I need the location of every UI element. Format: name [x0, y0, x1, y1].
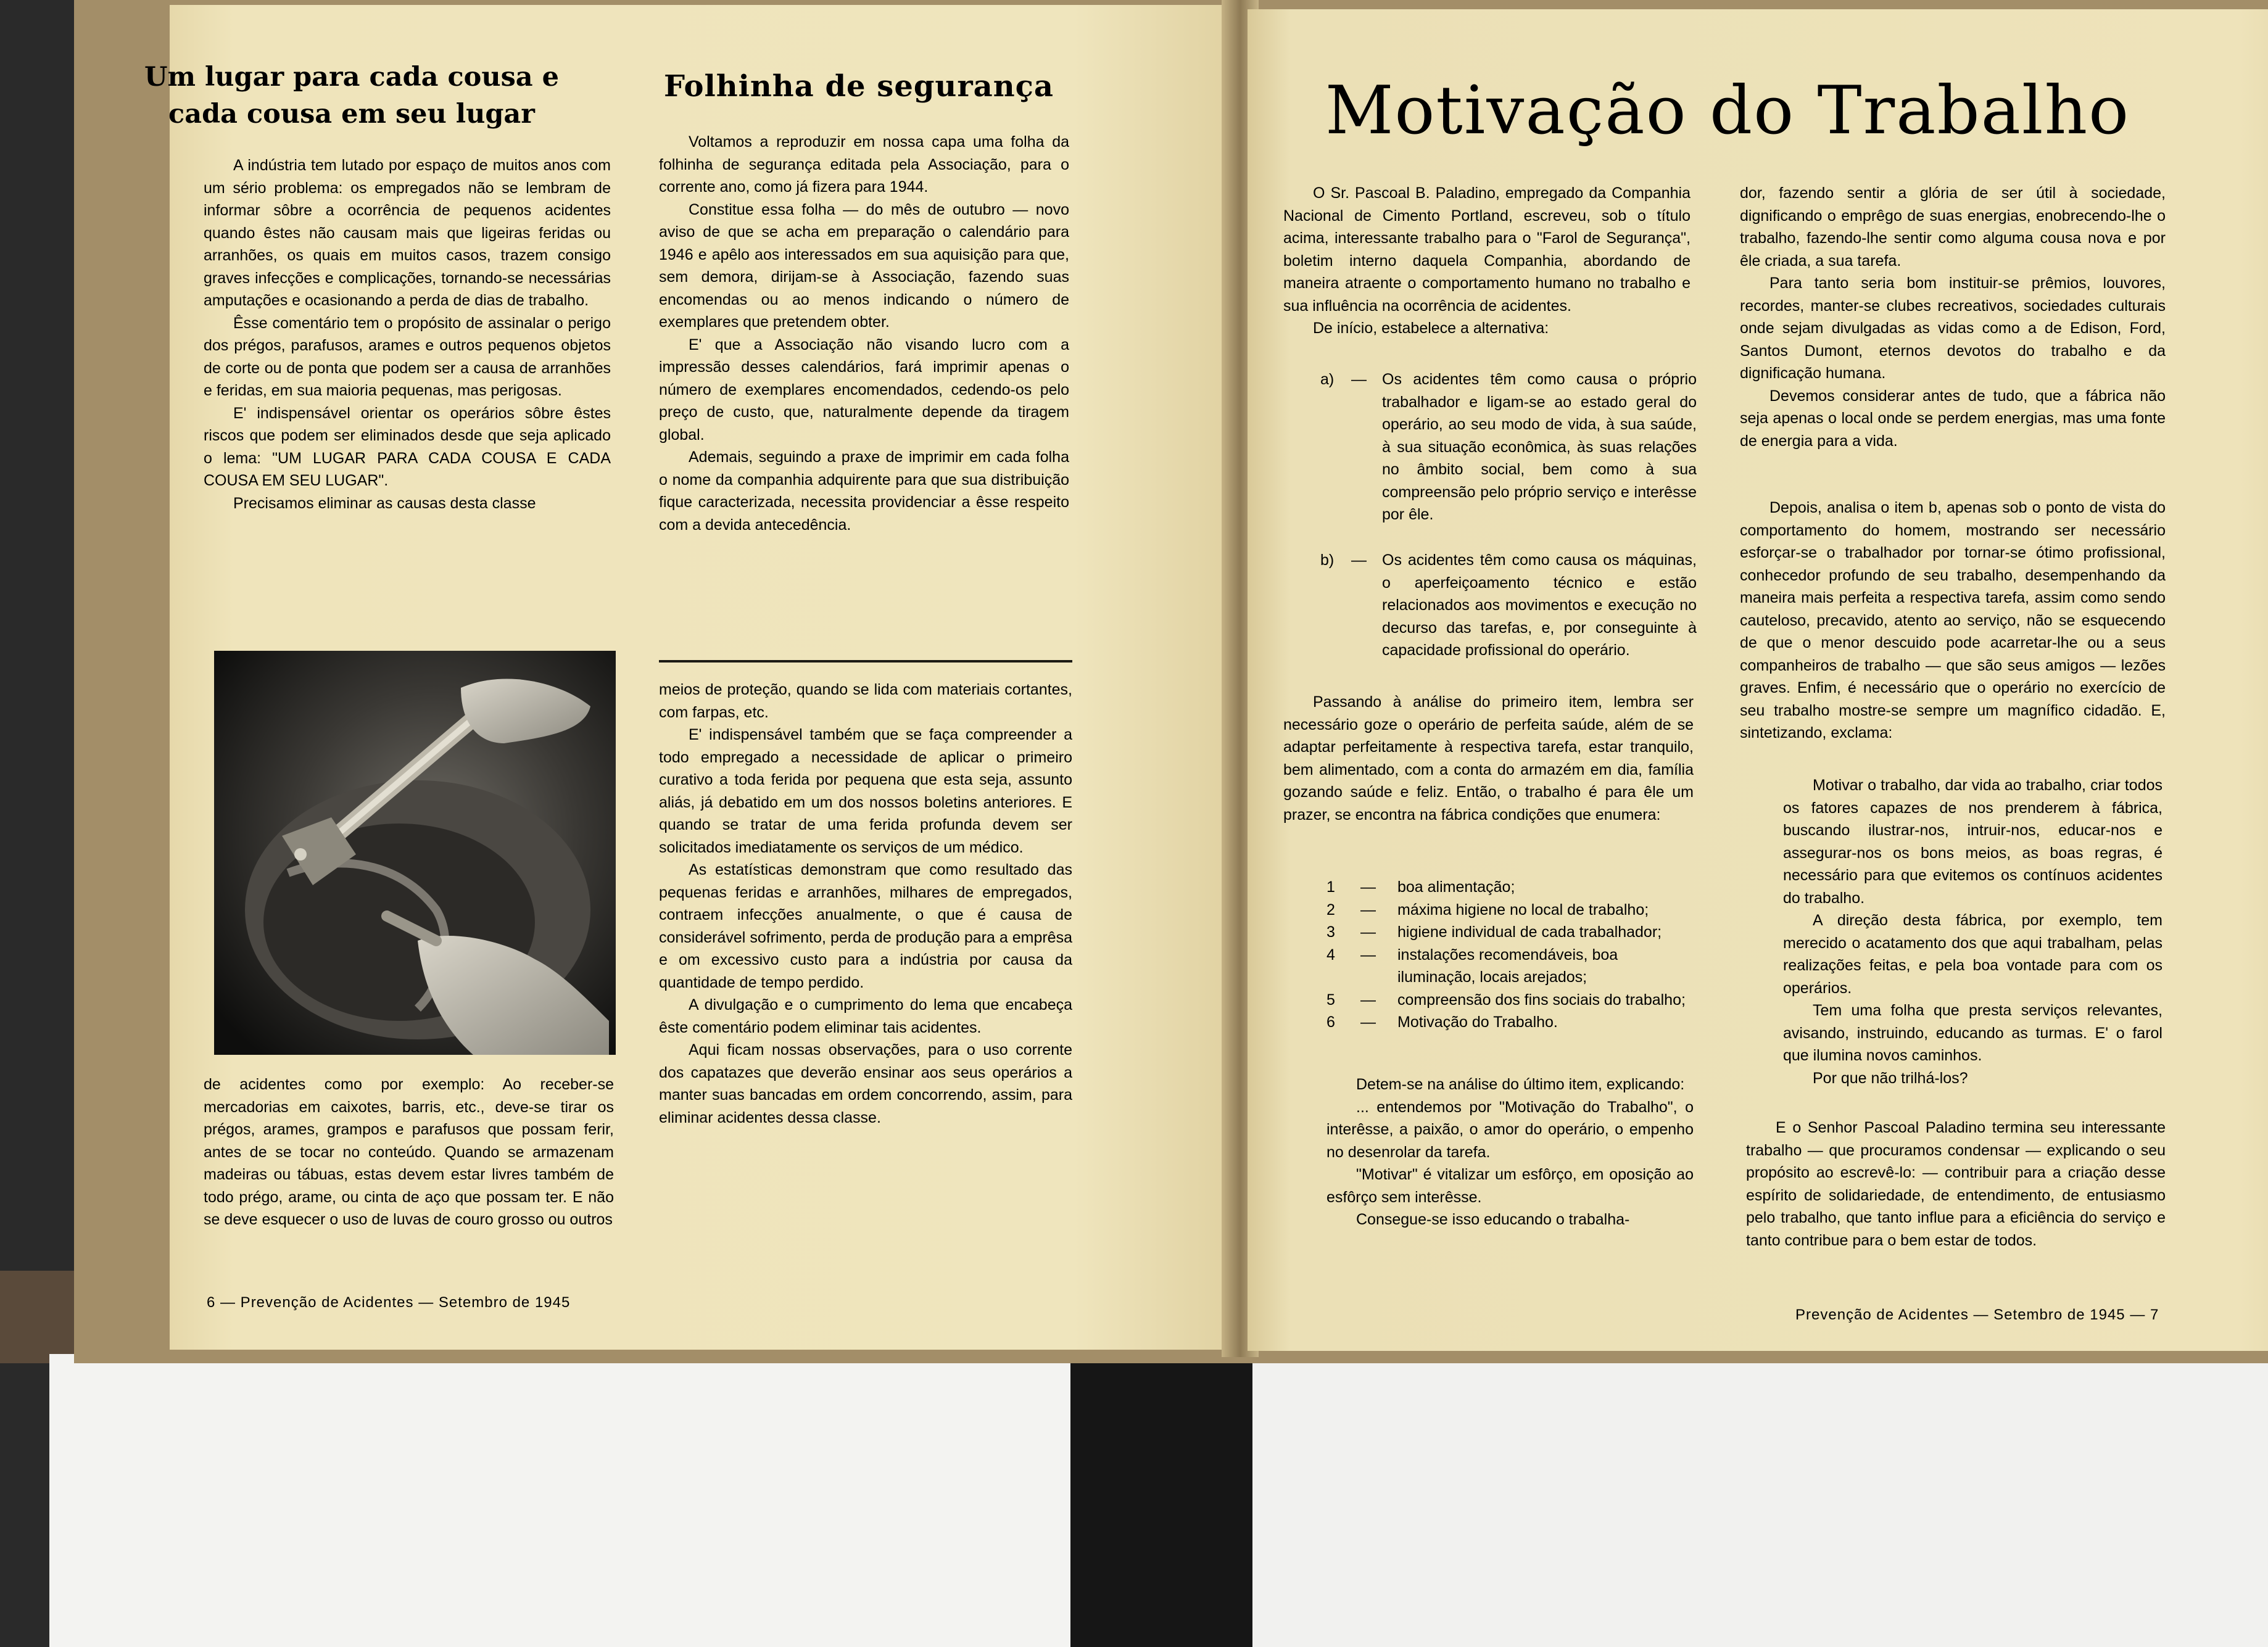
paragraph: Êsse comentário tem o propósito de assinalar o perigo dos prégos, parafusos, arames e outros pequenos objetos de corte ou de ponta que podem ser a causa de arranhões e feridas, em sua maioria pequenas, mas perigosas.	[204, 314, 611, 399]
paragraph: Voltamos a reproduzir em nossa capa uma folha da folhinha de segurança editada pela Associação, para o corrente ano, como já fizera para 1944.	[659, 133, 1069, 196]
paragraph: Depois, analisa o item b, apenas sob o ponto de vista do comportamento do homem, mostrando ser necessário esforçar-se o trabalhador por tornar-se ótimo profissional, conhecedor profundo de seu trabalho, desempenhando da maneira mais perfeita a respectiva tarefa, assim como sendo cauteloso, precavido, atento ao serviço, não se esquecendo de que o menor descuido pode acarretar-lhe ou a seus companheiros de trabalho — que são seus amigos — lezões graves. Enfim, é necessário que o operário no exercício de seu trabalho mostre-se sempre um magnífico cidadão. E, sintetizando, exclama:	[1740, 499, 2166, 741]
paragraph: O Sr. Pascoal B. Paladino, empregado da Companhia Nacional de Cimento Portland, escreveu, sob o título acima, interessante trabalho para o "Farol de Segurança", boletim interno daquela Companhia, abordando de maneira atraente o comportamento humano no trabalho e sua influência na ocorrência de acidentes.	[1283, 184, 1691, 315]
page-footer-left: 6 — Prevenção de Acidentes — Setembro de 1945	[207, 1294, 571, 1311]
alternative-b-text: Os acidentes têm como causa os máquinas, o aperfeiçoamento técnico e estão relacionados aos movimentos e execução no decurso das tarefas, e, por conseguinte à capacidade profissional do operário.	[1382, 551, 1697, 659]
paragraph: Ademais, seguindo a praxe de imprimir em cada folha o nome da companhia adquirente para que sua distribuição fique caracterizada, necessita providenciar a êsse respeito com a devida antecedência.	[659, 448, 1069, 534]
background-gap	[1070, 1339, 1256, 1647]
list-item: 1 — boa alimentação;	[1326, 878, 1515, 896]
paragraph: Precisamos eliminar as causas desta classe	[233, 494, 536, 512]
paragraph: Por que não trilhá-los?	[1813, 1069, 1968, 1087]
alternative-b: b) — Os acidentes têm como causa os máquinas, o aperfeiçoamento técnico e estão relacionados aos movimentos e execução no decurso das tarefas, e, por conseguinte à capacidade profissional do operário.	[1320, 549, 1697, 662]
paragraph: meios de proteção, quando se lida com materiais cortantes, com farpas, etc.	[659, 681, 1072, 721]
article-column-3-mid	[1283, 691, 1694, 826]
paragraph: E' que a Associação não visando lucro com a impressão desses calendários, fará imprimir apenas o número de exemplares encomendados, cedendo-os pelo preço de custo, que, naturalmente depende da tiragem global.	[659, 336, 1069, 444]
article-column-1	[204, 154, 611, 514]
paragraph: A indústria tem lutado por espaço de muitos anos com um sério problema: os empregados não se lembram de informar sôbre a ocorrência de pequenos acidentes quando êstes não causam mais que ligeiras feridas ou arranhões, os quais em muitos casos, trazem consigo graves infecções e complicações, tornando-se necessárias amputações e ocasionando a perda de dias de trabalho.	[204, 157, 611, 309]
article-column-3	[1283, 182, 1691, 340]
paragraph: Devemos considerar antes de tudo, que a fábrica não seja apenas o local onde se perdem energias, mas uma fonte de energia para a vida.	[1740, 387, 2166, 450]
alternative-b-label: b)	[1320, 551, 1335, 569]
paragraph: E' indispensável também que se faça compreender a todo empregado a necessidade de aplicar o primeiro curativo a toda ferida por pequena que esta seja, assunto aliás, já debatido em um dos nossos boletins anteriores. E quando se tratar de uma ferida profunda devem ser solicitados imediatamente os serviços de um médico.	[659, 726, 1072, 856]
article-heading-lugar: Um lugar para cada cousa e cada cousa em seu lugar	[144, 62, 559, 130]
article-column-2-lower	[659, 679, 1072, 1129]
hammer-photo-image	[214, 651, 616, 1055]
list-item: 2 — máxima higiene no local de trabalho;	[1326, 901, 1649, 918]
list-item: 3 — higiene individual de cada trabalhador;	[1326, 923, 1662, 941]
photo-hammer-pulling-nail	[214, 651, 616, 1055]
article-title-motivacao: Motivação do Trabalho	[1325, 72, 2130, 149]
conditions-list	[1326, 876, 1697, 1034]
paragraph: De início, estabelece a alternativa:	[1313, 320, 1549, 337]
paragraph: As estatísticas demonstram que como resultado das pequenas feridas e arranhões, milhares de empregados, contraem infecções anualmente, o que é causa de considerável sofrimento, perda de produção para a emprêsa e om excessivo custo para a indústria por causa da quantidade de tempo perdido.	[659, 861, 1072, 991]
article-column-4-mid	[1740, 497, 2166, 745]
article-column-4	[1740, 182, 2166, 452]
paragraph: Para tanto seria bom instituir-se prêmios, louvores, recordes, manter-se clubes recreativos, sociedades culturais onde sejam divulgadas as vidas como a de Edison, Ford, Santos Dumont, eternos devotos do trabalho e da dignificação humana.	[1740, 274, 2166, 382]
paragraph: A divulgação e o cumprimento do lema que encabeça êste comentário podem eliminar tais acidentes.	[659, 996, 1072, 1036]
paragraph: E' indispensável orientar os operários sôbre êstes riscos que podem ser eliminados desde que seja aplicado o lema: "UM LUGAR PARA CADA COUSA E CADA COUSA EM SEU LUGAR".	[204, 404, 611, 489]
background-paper-right	[1252, 1351, 2268, 1647]
column-divider-rule	[659, 660, 1072, 663]
article-heading-folhinha: Folhinha de segurança	[664, 69, 1054, 104]
paragraph: Constitue essa folha — do mês de outubro — novo aviso de que se acha em preparação o calendário para 1946 e apêlo aos interessados em sua aquisição para que, sem demora, dirijam-se à Associação, fazendo suas encomendas ou ao menos indicando o número de exemplares que pretendem obter.	[659, 200, 1069, 331]
page-footer-right: Prevenção de Acidentes — Setembro de 1945 — 7	[1795, 1306, 2159, 1323]
paragraph: Consegue-se isso educando o trabalha-	[1356, 1211, 1630, 1228]
paragraph: Passando à análise do primeiro item, lembra ser necessário goze o operário de perfeita saúde, além de se adaptar perfeitamente à respectiva tarefa, estar tranquilo, bem alimentado, com a conta do armazém em dia, família gozando saúde e feliz. Então, o trabalho é para êle um prazer, se encontra na fábrica condições que enumera:	[1283, 693, 1694, 824]
article-column-3-end	[1326, 1073, 1694, 1231]
paragraph: Tem uma folha que presta serviços relevantes, avisando, instruindo, educando as turmas. E' o farol que ilumina novos caminhos.	[1783, 1002, 2162, 1064]
alternative-a: a) — Os acidentes têm como causa o próprio trabalhador e ligam-se ao estado geral do operário, ao seu modo de vida, à sua saúde, à sua situação econômica, às suas relações no âmbito social, bem como à sua compreensão pelo próprio serviço e interêsse por êle.	[1320, 368, 1697, 526]
paragraph: ... entendemos por "Motivação do Trabalho", o interêsse, a paixão, o amor do operário, o empenho no desenrolar da tarefa.	[1326, 1098, 1694, 1161]
paragraph: E o Senhor Pascoal Paladino termina seu interessante trabalho — que procuramos condensar — explicando o seu propósito ao escrevê-lo: — contribuir para a criação desse espírito de solidariedade, de entendimento, de entusiasmo pelo trabalho, que tanto influe para a eficiência do serviço e tanto contribue para o bem estar de todos.	[1746, 1119, 2166, 1249]
paragraph: Aqui ficam nossas observações, para o uso corrente dos capatazes que deverão ensinar aos seus operários a manter suas bancadas em ordem concorrendo, assim, para eliminar acidentes dessa classe.	[659, 1041, 1072, 1126]
list-item: 5 — compreensão dos fins sociais do trabalho;	[1326, 991, 1686, 1009]
paragraph: de acidentes como por exemplo: Ao receber-se mercadorias em caixotes, barris, etc., deve-se tirar os prégos, arames, grampos e parafusos que possam ferir, antes de se tocar no conteúdo. Quando se armazenam madeiras ou tábuas, estas devem estar livres também de todo prégo, arame, ou cinta de aço que possam ter. E não se deve esquecer o uso de luvas de couro grosso ou outros	[204, 1076, 614, 1228]
paragraph: dor, fazendo sentir a glória de ser útil à sociedade, dignificando o emprêgo de suas energias, enobrecendo-lhe o trabalho, fazendo-lhe sentir como alguma cousa nova e por êle criada, a sua tarefa.	[1740, 184, 2166, 270]
alternative-a-label: a)	[1320, 371, 1335, 388]
article-column-2	[659, 131, 1069, 536]
article-column-4-quote	[1783, 774, 2162, 1089]
paragraph: Motivar o trabalho, dar vida ao trabalho, criar todos os fatores capazes de nos prenderem à fábrica, buscando ilustrar-nos, intruir-nos, educar-nos e assegurar-nos os bons meios, as boas regras, é necessário para que evitemos os contínuos acidentes do trabalho.	[1783, 777, 2162, 907]
paragraph: "Motivar" é vitalizar um esfôrço, em oposição ao esfôrço sem interêsse.	[1326, 1166, 1694, 1206]
article-column-4-end	[1746, 1117, 2166, 1252]
alternative-a-text: Os acidentes têm como causa o próprio trabalhador e ligam-se ao estado geral do operário, ao seu modo de vida, à sua saúde, à sua situação econômica, às suas relações no âmbito social, bem como à sua compreensão pelo próprio serviço e interêsse por êle.	[1382, 371, 1697, 523]
paragraph: Detem-se na análise do último item, explicando:	[1356, 1076, 1685, 1093]
article-column-1-continued	[204, 1073, 614, 1231]
background-paper-left	[49, 1354, 1074, 1647]
list-item: 6 — Motivação do Trabalho.	[1326, 1013, 1558, 1031]
paragraph: A direção desta fábrica, por exemplo, tem merecido o acatamento dos que aqui trabalham, pelas realizações feitas, e pela boa vontade para com os operários.	[1783, 912, 2162, 997]
list-item: 4 — instalações recomendáveis, boa iluminação, locais arejados;	[1326, 946, 1618, 986]
